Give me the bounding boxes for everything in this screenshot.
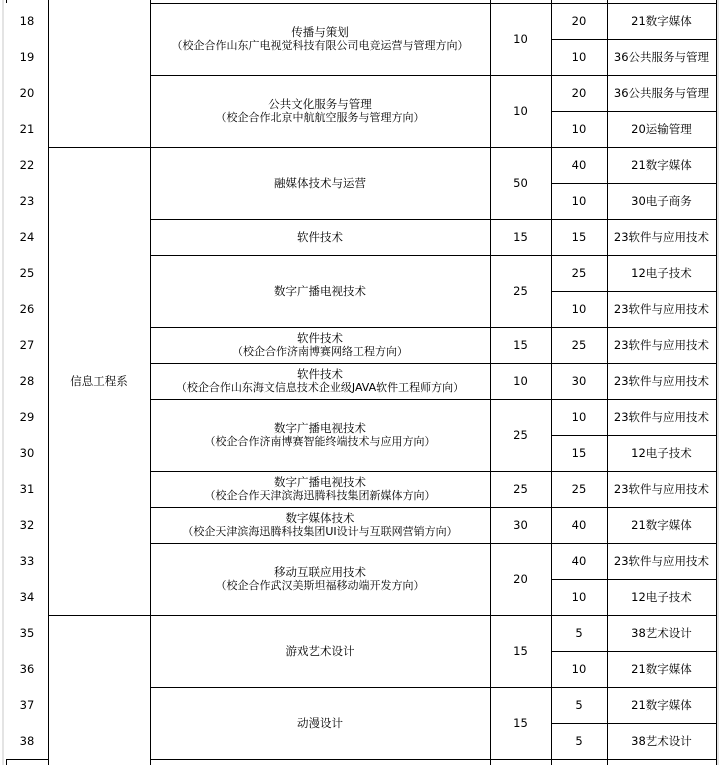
- major-name: 数字媒体技术: [285, 511, 355, 525]
- count-cell: 10: [571, 590, 587, 604]
- major-cell: [150, 471, 490, 507]
- count-cell: 40: [571, 518, 587, 532]
- count-cell: 20: [571, 86, 587, 100]
- major-name: 公共文化服务与管理: [268, 97, 372, 111]
- major-cell: [150, 147, 490, 219]
- major-direction: （校企合作山东广电视觉科技有限公司电竞运营与管理方向）: [171, 39, 469, 52]
- grade-cell: 36公共服务与管理: [613, 50, 710, 64]
- grade-cell: 30电子商务: [631, 194, 692, 208]
- plan-total-cell: 10: [513, 32, 528, 46]
- major-direction: （校企合作济南博赛智能终端技术与应用方向）: [204, 435, 436, 448]
- grade-cell: 23软件与应用技术: [613, 554, 710, 568]
- grade-cell: 36公共服务与管理: [613, 86, 710, 100]
- row-number: 37: [6, 687, 48, 723]
- grade-cell: 23软件与应用技术: [613, 338, 710, 352]
- major-cell: [150, 399, 490, 471]
- row-number: 36: [6, 651, 48, 687]
- grade-cell: 21数字媒体: [631, 662, 692, 676]
- major-name: 数字广播电视技术: [274, 421, 366, 435]
- plan-total-cell: 30: [513, 518, 528, 532]
- major-name: 传播与策划: [291, 25, 349, 39]
- count-cell: 25: [571, 338, 587, 352]
- major-cell: [150, 507, 490, 543]
- grade-cell: 12电子技术: [631, 590, 692, 604]
- major-cell: [150, 75, 490, 147]
- plan-total-cell: 10: [513, 374, 528, 388]
- plan-total-cell: 15: [513, 338, 528, 352]
- major-name: 数字广播电视技术: [274, 475, 366, 489]
- major-cell: [150, 327, 490, 363]
- row-number: 33: [6, 543, 48, 579]
- major-name: 移动互联应用技术: [274, 565, 366, 579]
- major-cell: [150, 687, 490, 759]
- row-number: 26: [6, 291, 48, 327]
- grade-cell: 21数字媒体: [631, 14, 692, 28]
- major-name: 游戏艺术设计: [285, 644, 355, 658]
- count-cell: 10: [571, 50, 587, 64]
- row-number: 18: [6, 3, 48, 39]
- department-cell: 信息工程系: [70, 374, 128, 388]
- department-cell: [48, 615, 150, 765]
- grade-cell: 23软件与应用技术: [613, 374, 710, 388]
- row-number: 27: [6, 327, 48, 363]
- major-name: 数字广播电视技术: [274, 284, 366, 298]
- major-direction: （校企天津滨海迅腾科技集团UI设计与互联网营销方向）: [182, 525, 458, 538]
- plan-total-cell: 10: [513, 104, 528, 118]
- grade-cell: 21数字媒体: [631, 698, 692, 712]
- row-number: 23: [6, 183, 48, 219]
- grade-cell: 21数字媒体: [631, 518, 692, 532]
- count-cell: 20: [571, 14, 587, 28]
- department-cell: [48, 0, 150, 147]
- row-number: 22: [6, 147, 48, 183]
- count-cell: 15: [571, 230, 587, 244]
- major-name: 软件技术: [297, 230, 343, 244]
- count-cell: 5: [575, 626, 583, 640]
- major-direction: （校企合作济南博赛网络工程方向）: [232, 345, 408, 358]
- major-cell: [150, 363, 490, 399]
- plan-total-cell: 25: [513, 428, 528, 442]
- row-number: 34: [6, 579, 48, 615]
- plan-total-cell: 20: [513, 572, 528, 586]
- major-cell: [150, 255, 490, 327]
- count-cell: 5: [575, 734, 583, 748]
- row-number: 31: [6, 471, 48, 507]
- plan-total-cell: 15: [513, 716, 528, 730]
- row-number: 30: [6, 435, 48, 471]
- grade-cell: 23软件与应用技术: [613, 410, 710, 424]
- major-direction: （校企合作山东海文信息技术企业级JAVA软件工程师方向）: [175, 381, 465, 394]
- count-cell: 10: [571, 302, 587, 316]
- row-number: 35: [6, 615, 48, 651]
- grade-cell: 12电子技术: [631, 266, 692, 280]
- count-cell: 10: [571, 662, 587, 676]
- grade-cell: 23软件与应用技术: [613, 302, 710, 316]
- row-number: 38: [6, 723, 48, 759]
- major-direction: （校企合作北京中航航空服务与管理方向）: [215, 111, 425, 124]
- row-number: 19: [6, 39, 48, 75]
- major-cell: [150, 543, 490, 615]
- major-name: 软件技术: [297, 331, 343, 345]
- major-name: 软件技术: [297, 367, 343, 381]
- major-cell: [150, 3, 490, 75]
- plan-total-cell: 15: [513, 230, 528, 244]
- plan-total-cell: 25: [513, 284, 528, 298]
- count-cell: 25: [571, 266, 587, 280]
- count-cell: 5: [575, 698, 583, 712]
- major-name: 动漫设计: [297, 716, 343, 730]
- grade-cell: 20运输管理: [631, 122, 692, 136]
- count-cell: 10: [571, 410, 587, 424]
- grade-cell: 12电子技术: [631, 446, 692, 460]
- count-cell: 25: [571, 482, 587, 496]
- grade-cell: 38艺术设计: [631, 626, 692, 640]
- row-number: 24: [6, 219, 48, 255]
- count-cell: 10: [571, 122, 587, 136]
- major-direction: （校企合作武汉美斯坦福移动端开发方向）: [215, 579, 425, 592]
- row-number: 29: [6, 399, 48, 435]
- grade-cell: 23软件与应用技术: [613, 482, 710, 496]
- major-direction: （校企合作天津滨海迅腾科技集团新媒体方向）: [204, 489, 436, 502]
- plan-total-cell: 50: [513, 176, 528, 190]
- count-cell: 40: [571, 554, 587, 568]
- row-number: 25: [6, 255, 48, 291]
- count-cell: 40: [571, 158, 587, 172]
- row-number: 28: [6, 363, 48, 399]
- count-cell: 15: [571, 446, 587, 460]
- major-cell: [150, 615, 490, 687]
- row-number: 32: [6, 507, 48, 543]
- major-name: 融媒体技术与运营: [274, 176, 366, 190]
- row-number: 20: [6, 75, 48, 111]
- major-cell: [150, 219, 490, 255]
- grade-cell: 38艺术设计: [631, 734, 692, 748]
- count-cell: 10: [571, 194, 587, 208]
- plan-total-cell: 25: [513, 482, 528, 496]
- row-number: 21: [6, 111, 48, 147]
- count-cell: 30: [571, 374, 587, 388]
- plan-total-cell: 15: [513, 644, 528, 658]
- grade-cell: 23软件与应用技术: [613, 230, 710, 244]
- grade-cell: 21数字媒体: [631, 158, 692, 172]
